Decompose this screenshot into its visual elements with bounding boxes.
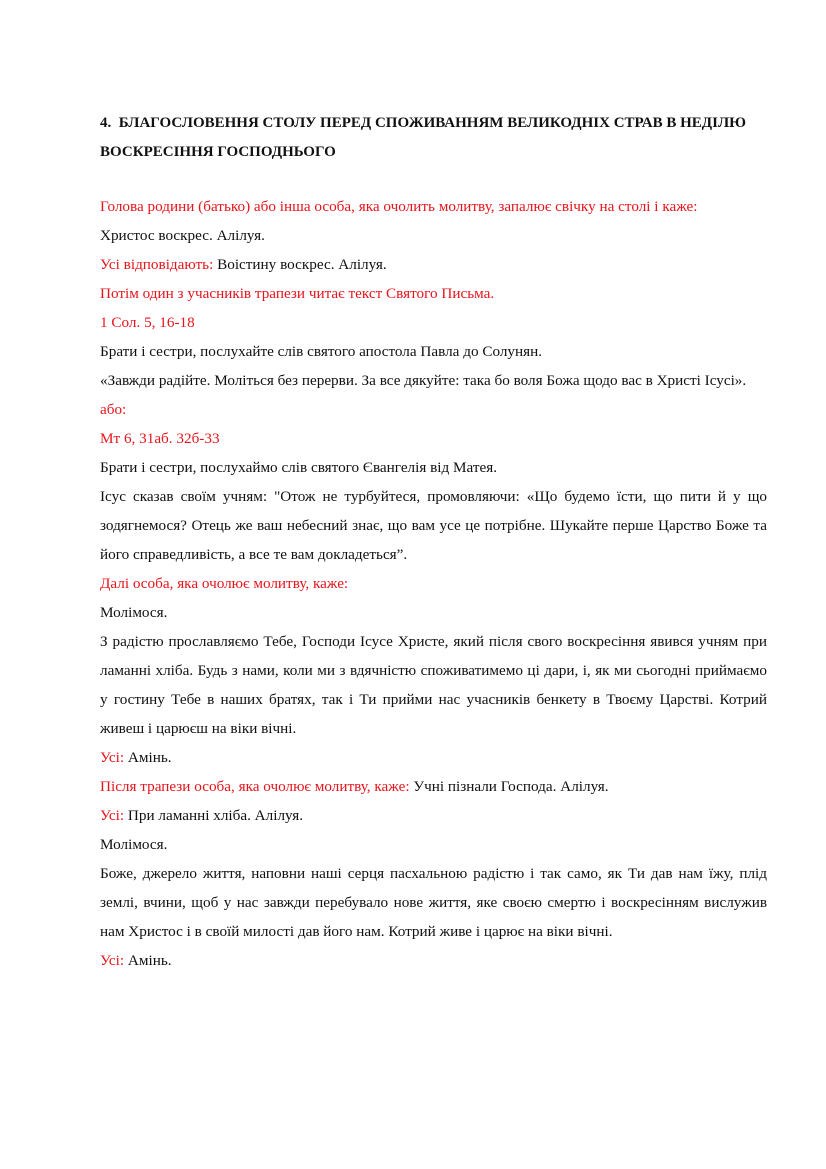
paragraph (100, 366, 767, 395)
paragraph (100, 192, 767, 221)
prayer-text: Воістину воскрес. Алілуя. (213, 256, 387, 273)
prayer-text: Амінь. (124, 749, 172, 766)
prayer-text: Учні пізнали Господа. Алілуя. (409, 778, 609, 795)
rubric-text: Усі: (100, 807, 125, 824)
rubric-text: Усі відповідають: (100, 256, 214, 273)
rubric-text: Голова родини (батько) або інша особа, яка очолить молитву, запалює свічку на столі і каже: (100, 198, 698, 215)
prayer-text: Боже, джерело життя, наповни наші серця пасхальною радістю і так само, як Ти дав нам їжу, плід землі, вчини, щоб у нас завжди перебувало нове життя, яке своєю смертю і воскресінням вислужив нам Христос і в своїй милості дав його нам. Котрий живе і царює на віки вічні. (100, 865, 767, 940)
prayer-text: Брати і сестри, послухаймо слів святого Євангелія від Матея. (100, 459, 498, 476)
paragraph (100, 801, 767, 830)
paragraph (100, 627, 767, 743)
paragraph (100, 772, 767, 801)
section-number: 4. (100, 115, 112, 131)
rubric-text: або: (100, 401, 127, 418)
prayer-text: Молімося. (100, 604, 168, 621)
paragraph (100, 946, 767, 975)
rubric-text: Потім один з учасників трапези читає текст Святого Письма. (100, 285, 495, 302)
section-heading (100, 109, 767, 167)
paragraph (100, 569, 767, 598)
document-page (100, 109, 767, 975)
scripture-text: «Завжди радійте. Моліться без перерви. За все дякуйте: така бо воля Божа щодо вас в Христі Ісусі». (100, 372, 747, 389)
prayer-text: З радістю прославляємо Тебе, Господи Ісусе Христе, який після свого воскресіння явився учням при ламанні хліба. Будь з нами, коли ми з вдячністю споживатимемо ці дари, і, як ми сьогодні приймаємо у гостину Тебе в наших братях, так і Ти прийми нас учасників бенкету в Твоєму Царстві. Котрий живеш і царюєш на віки вічні. (100, 633, 767, 737)
paragraph (100, 250, 767, 279)
paragraph (100, 598, 767, 627)
paragraph (100, 424, 767, 453)
document-body (100, 192, 767, 975)
paragraph (100, 830, 767, 859)
scripture-reference: 1 Сол. 5, 16-18 (100, 314, 195, 331)
scripture-reference: Мт 6, 31аб. 32б-33 (100, 430, 220, 447)
section-title: БЛАГОСЛОВЕННЯ СТОЛУ ПЕРЕД СПОЖИВАННЯМ ВЕЛИКОДНІХ СТРАВ В НЕДІЛЮ ВОСКРЕСІННЯ ГОСПОДНЬОГО (100, 115, 747, 160)
paragraph (100, 859, 767, 946)
scripture-text: Ісус сказав своїм учням: "Отож не турбуйтеся, промовляючи: «Що будемо їсти, що пити й у що зодягнемося? Отець же ваш небесний знає, що вам усе це потрібне. Шукайте перше Царство Боже та його справедливість, а все те вам докладеться”. (100, 488, 767, 563)
rubric-text: Усі: (100, 749, 125, 766)
prayer-text: Амінь. (124, 952, 172, 969)
prayer-text: При ламанні хліба. Алілуя. (124, 807, 304, 824)
paragraph (100, 279, 767, 308)
prayer-text: Молімося. (100, 836, 168, 853)
prayer-text: Брати і сестри, послухайте слів святого апостола Павла до Солунян. (100, 343, 543, 360)
paragraph (100, 743, 767, 772)
rubric-text: Далі особа, яка очолює молитву, каже: (100, 575, 349, 592)
paragraph (100, 221, 767, 250)
prayer-text: Христос воскрес. Алілуя. (100, 227, 265, 244)
rubric-text: Після трапези особа, яка очолює молитву, каже: (100, 778, 410, 795)
paragraph (100, 308, 767, 337)
rubric-text: Усі: (100, 952, 125, 969)
paragraph (100, 453, 767, 482)
paragraph (100, 337, 767, 366)
paragraph (100, 395, 767, 424)
paragraph (100, 482, 767, 569)
